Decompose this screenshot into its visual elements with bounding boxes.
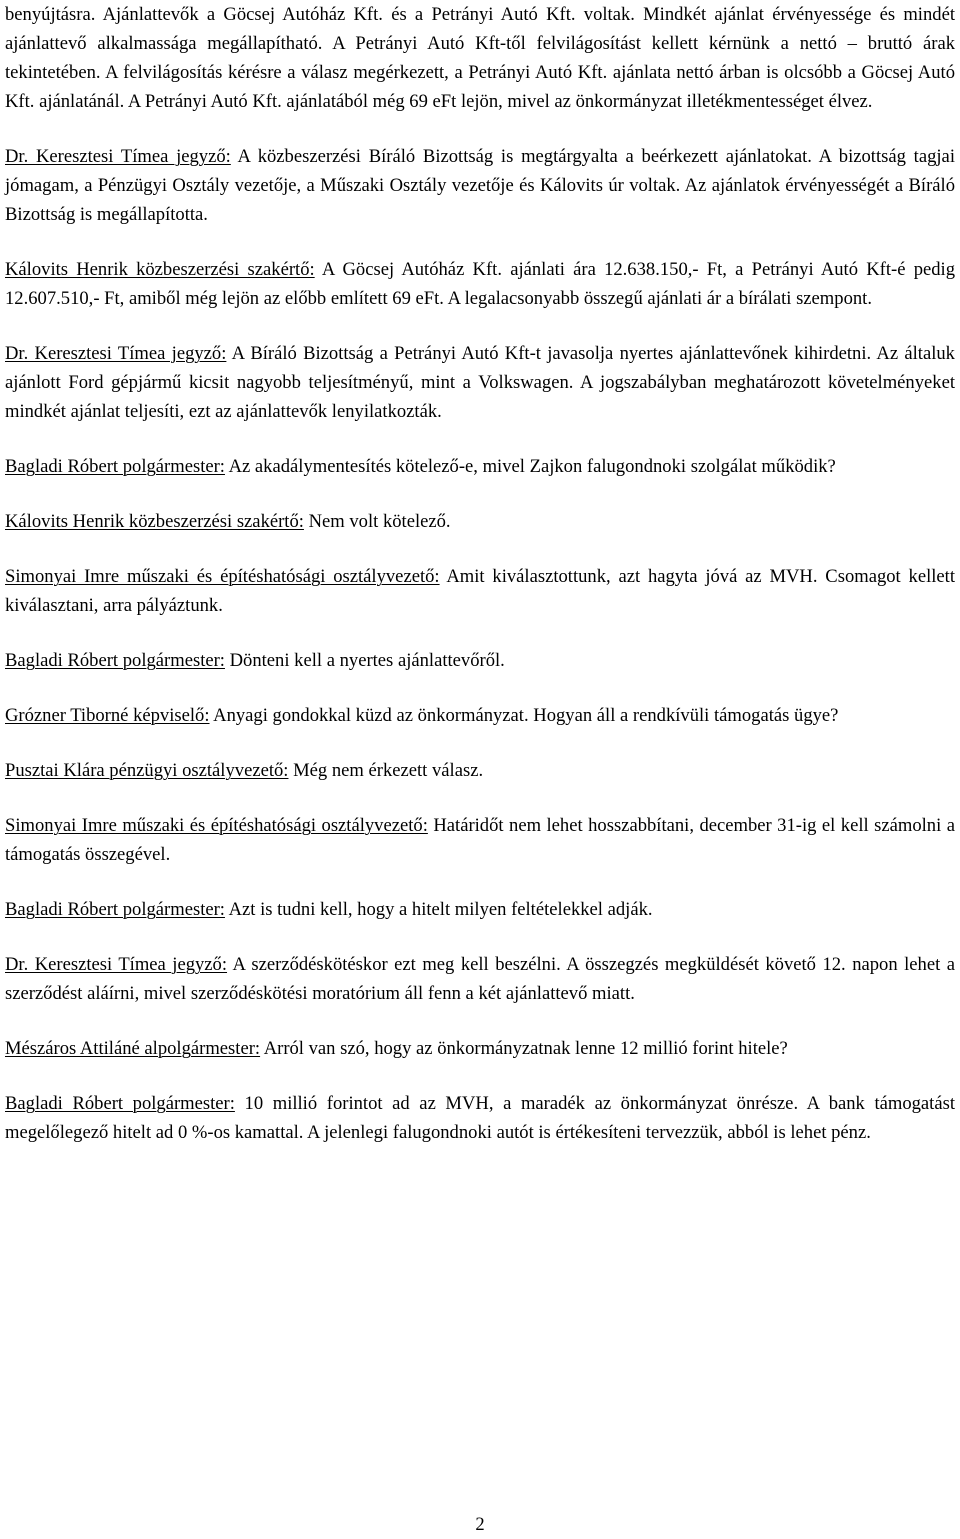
paragraph xyxy=(5,255,955,313)
paragraph xyxy=(5,646,955,675)
document-page xyxy=(5,0,955,1147)
paragraph xyxy=(5,701,955,730)
paragraph-text: Nem volt kötelező. xyxy=(303,511,451,532)
paragraph-text: Az akadálymentesítés kötelező-e, mivel Zajkon falugondnoki szolgálat működik? xyxy=(224,456,836,477)
paragraph xyxy=(5,1089,955,1147)
page-number: 2 xyxy=(475,1514,485,1535)
paragraph-text: A Bíráló Bizottság a Petrányi Autó Kft-t javasolja nyertes ajánlattevőnek kihirdetni. Az általuk ajánlott Ford gépjármű kicsit nagyobb teljesítményű, mint a Volkswagen. A jogszabályban meghatározott követelményeket mindkét ajánlat teljesíti, ezt az ajánlattevők lenyilatkozták. xyxy=(5,343,955,422)
speaker-name: Kálovits Henrik közbeszerzési szakértő: xyxy=(5,259,315,280)
paragraph-text: Dönteni kell a nyertes ajánlattevőről. xyxy=(224,650,505,671)
paragraph-text: A közbeszerzési Bíráló Bizottság is megtárgyalta a beérkezett ajánlatokat. A bizottság tagjai jómagam, a Pénzügyi Osztály vezetője, a Műszaki Osztály vezetője és Kálovits úr voltak. Az ajánlatok érvényességét a Bíráló Bizottság is megállapította. xyxy=(5,146,955,225)
paragraph-intro xyxy=(5,0,955,116)
speaker-name: Bagladi Róbert polgármester: xyxy=(5,456,225,477)
paragraph-text: Még nem érkezett válasz. xyxy=(288,760,484,781)
speaker-name: Bagladi Róbert polgármester: xyxy=(5,899,225,920)
paragraph-text: Amit kiválasztottunk, azt hagyta jóvá az MVH. Csomagot kellett kiválasztani, arra pályáztunk. xyxy=(5,566,955,616)
paragraph xyxy=(5,895,955,924)
speaker-name: Simonyai Imre műszaki és építéshatósági osztályvezető: xyxy=(5,815,428,836)
paragraph xyxy=(5,562,955,620)
paragraph-text: Határidőt nem lehet hosszabbítani, december 31-ig el kell számolni a támogatás összegével. xyxy=(5,815,955,865)
speaker-name: Bagladi Róbert polgármester: xyxy=(5,650,225,671)
speaker-name: Bagladi Róbert polgármester: xyxy=(5,1093,235,1114)
paragraph-text: A szerződéskötéskor ezt meg kell beszélni. A összegzés megküldését követő 12. napon lehet a szerződést aláírni, mivel szerződéskötési moratórium áll fenn a két ajánlattevő miatt. xyxy=(5,954,955,1004)
paragraph xyxy=(5,811,955,869)
paragraph-text: 10 millió forintot ad az MVH, a maradék az önkormányzat önrésze. A bank támogatást megelőlegező hitelt ad 0 %-os kamattal. A jelenlegi falugondnoki autót is értékesíteni tervezzük, abból is lehet pénz. xyxy=(5,1093,955,1143)
paragraph xyxy=(5,1034,955,1063)
paragraph xyxy=(5,950,955,1008)
paragraph-text: A Göcsej Autóház Kft. ajánlati ára 12.638.150,- Ft, a Petrányi Autó Kft-é pedig 12.607.510,- Ft, amiből még lejön az előbb említett 69 eFt. A legalacsonyabb összegű ajánlati ár a bírálati szempont. xyxy=(5,259,955,309)
speaker-name: Kálovits Henrik közbeszerzési szakértő: xyxy=(5,511,304,532)
paragraph-text: Anyagi gondokkal küzd az önkormányzat. Hogyan áll a rendkívüli támogatás ügye? xyxy=(209,705,839,726)
speaker-name: Pusztai Klára pénzügyi osztályvezető: xyxy=(5,760,289,781)
speaker-name: Dr. Keresztesi Tímea jegyző: xyxy=(5,954,228,975)
speaker-name: Dr. Keresztesi Tímea jegyző: xyxy=(5,146,231,167)
speaker-name: Mészáros Attiláné alpolgármester: xyxy=(5,1038,261,1059)
speaker-name: Simonyai Imre műszaki és építéshatósági osztályvezető: xyxy=(5,566,440,587)
paragraph xyxy=(5,507,955,536)
paragraph xyxy=(5,756,955,785)
paragraph xyxy=(5,142,955,229)
speaker-name: Dr. Keresztesi Tímea jegyző: xyxy=(5,343,227,364)
paragraph-text: Arról van szó, hogy az önkormányzatnak lenne 12 millió forint hitele? xyxy=(260,1038,788,1059)
paragraph xyxy=(5,452,955,481)
paragraph xyxy=(5,339,955,426)
speaker-name: Grózner Tiborné képviselő: xyxy=(5,705,210,726)
paragraph-text: Azt is tudni kell, hogy a hitelt milyen feltételekkel adják. xyxy=(224,899,653,920)
paragraph-text: benyújtásra. Ajánlattevők a Göcsej Autóház Kft. és a Petrányi Autó Kft. voltak. Mindkét ajánlat érvényessége és mindét ajánlattevő alkalmassága megállapítható. A Petrányi Autó Kft-től felvilágosítást kellett kérnünk a nettó – bruttó árak tekintetében. A felvilágosítás kérésre a válasz megérkezett, a Petrányi Autó Kft. ajánlata nettó árban is olcsóbb a Göcsej Autó Kft. ajánlatánál. A Petrányi Autó Kft. ajánlatából még 69 eFt lejön, mivel az önkormányzat illetékmentességet élvez. xyxy=(5,4,955,112)
